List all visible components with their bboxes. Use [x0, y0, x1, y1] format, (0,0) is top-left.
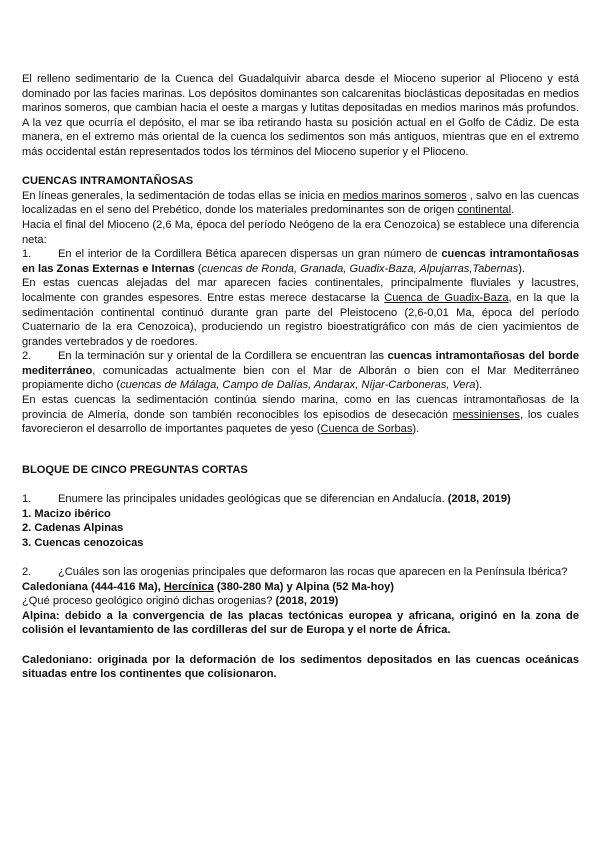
list-item-1 — [22, 247, 579, 276]
intramontanas-paragraph-4 — [22, 393, 579, 437]
text-span: . — [511, 204, 515, 217]
text-span: En la terminación sur y oriental de la Cordillera se encuentran las — [58, 350, 388, 363]
question-number: 2. — [22, 566, 32, 578]
answer-2-orogenies — [22, 580, 579, 595]
spacer — [22, 160, 579, 175]
link-cuenca-de-sorbas[interactable]: Cuenca de Sorbas — [320, 423, 413, 436]
question-text: ¿Qué proceso geológico originó dichas orogenias? — [22, 595, 276, 608]
link-medios-marinos-someros[interactable]: medios marinos someros — [342, 189, 467, 202]
answer-caledoniano: Caledoniano: originada por la deformación de los sedimentos depositados en las cuencas oceánicas situadas entre los continentes que colisionaron. — [22, 653, 579, 681]
answer-1-item: 2. Cadenas Alpinas — [22, 522, 124, 535]
question-text: Enumere las principales unidades geológicas que se diferencian en Andalucía. — [58, 493, 448, 506]
question-text: ¿Cuáles son las orogenias principales que deformaron las rocas que aparecen en la Península Ibérica? — [58, 566, 568, 578]
question-years: (2018, 2019) — [275, 595, 339, 608]
text-span: ). — [518, 262, 525, 275]
text-span: En estas cuencas la sedimentación continúa siendo marina, como en las cuencas intramontañosas de la provincia de Almería, donde son también reconocibles los episodios de desecación — [22, 394, 579, 421]
text-span: ). — [412, 423, 420, 436]
question-years: (2018, 2019) — [447, 493, 511, 506]
question-2 — [22, 565, 579, 580]
italic-text: cuencas de Málaga, Campo de Dalías, Andarax, Níjar-Carboneras, Vera — [120, 379, 476, 392]
text-span: , salvo en las cuencas localizadas en el seno del Prebético, donde los materiales predominantes son de origen — [22, 189, 580, 217]
spacer — [22, 638, 579, 653]
section-heading-intramontanas: CUENCAS INTRAMONTAÑOSAS — [22, 175, 194, 188]
intro-paragraph: El relleno sedimentario de la Cuenca del Guadalquivir abarca desde el Mioceno superior al Plioceno y está dominado por las facies marinas. Los depósitos dominantes son calcarenitas bioclásticas depositadas en medios marinos someros, que cambian hacia el oeste a margas y lutitas depositadas en medios marinos más profundos. A la vez que ocurría el depósito, el mar se iba retirando hasta su posición actual en el Golfo de Cádiz. De esta manera, en el extremo más oriental de la cuenca los sedimentos son más antiguos, mientras que en el extremo más occidental están representados todos los términos del Mioceno superior y el Plioceno. — [22, 73, 579, 158]
spacer — [22, 477, 579, 492]
italic-text: cuencas de Ronda, Granada, Guadix-Baza, Alpujarras,Tabernas — [201, 262, 519, 275]
link-hercinica[interactable]: Hercínica — [163, 580, 214, 593]
intramontanas-paragraph-1 — [22, 189, 579, 218]
intramontanas-paragraph-3 — [22, 276, 579, 349]
bold-text: cuencas intramontañosas en las Zonas Externas e Internas — [22, 248, 580, 275]
text-span: , los cuales favorecieron el desarrollo de importantes paquetes de yeso ( — [22, 408, 579, 436]
link-messinienses[interactable]: messinienses — [452, 408, 520, 421]
text-span: , en la que la sedimentación continental continuó durante gran parte del Pleistoceno (2,6-0,01 Ma, época del período Cuaternario de la era Cenozoica), produciendo un registro bioestratigráfico con más de cien yacimientos de grandes vertebrados y de roedores. — [22, 291, 580, 348]
text-span: Caledoniana (444-416 Ma), — [22, 580, 164, 593]
document-page — [22, 72, 579, 682]
text-span: (380-280 Ma) y Alpina (52 Ma-hoy) — [213, 580, 394, 593]
link-cuenca-guadix-baza[interactable]: Cuenca de Guadix-Baza — [384, 291, 509, 304]
question-1 — [22, 492, 579, 507]
list-number: 2. — [22, 350, 32, 363]
intramontanas-paragraph-2: Hacia el final del Mioceno (2,6 Ma, época del período Neógeno de la era Cenozoica) se establece una diferencia neta: — [22, 218, 579, 246]
answer-1-item: 3. Cuencas cenozoicas — [22, 536, 144, 549]
list-number: 1. — [22, 248, 32, 261]
link-continental[interactable]: continental — [457, 204, 512, 217]
spacer — [22, 550, 579, 565]
text-span: En estas cuencas alejadas del mar aparecen facies continentales, principalmente fluviales y lacustres, localmente con grandes espesores. Entre estas merece destacarse la — [22, 277, 579, 304]
section-heading-bloque: BLOQUE DE CINCO PREGUNTAS CORTAS — [22, 463, 248, 476]
spacer — [22, 437, 579, 463]
text-span: ( — [194, 262, 202, 275]
bold-text: cuencas intramontañosas del borde mediterráneo — [22, 350, 579, 377]
question-2b — [22, 594, 579, 609]
text-span: , comunicadas actualmente bien con el Mar de Alborán o bien con el Mar Mediterráneo propiamente dicho ( — [22, 364, 579, 392]
question-number: 1. — [22, 493, 32, 506]
text-span: En líneas generales, la sedimentación de todas ellas se inicia en — [22, 189, 343, 202]
answer-1-item: 1. Macizo ibérico — [22, 507, 111, 520]
answer-alpina: Alpina: debido a la convergencia de las placas tectónicas europea y africana, originó en la zona de colisión el levantamiento de las cordilleras del sur de Europa y el norte de África. — [22, 609, 579, 637]
text-span: ). — [475, 379, 483, 392]
list-item-2 — [22, 349, 579, 393]
text-span: En el interior de la Cordillera Bética aparecen dispersas un gran número de — [58, 248, 442, 261]
